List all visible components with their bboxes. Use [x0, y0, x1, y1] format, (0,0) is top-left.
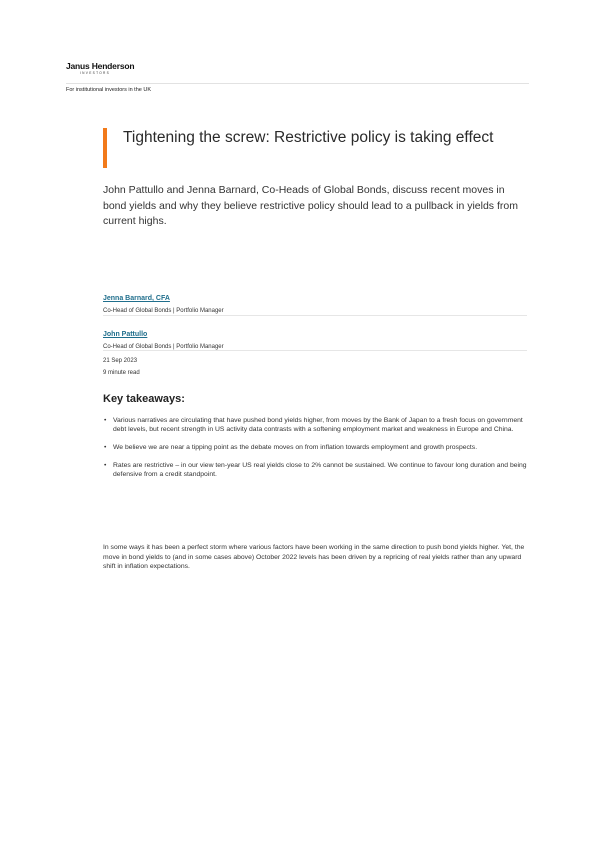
author-name-link[interactable]: Jenna Barnard, CFA [103, 295, 170, 302]
author-block [103, 323, 527, 350]
body-paragraph: In some ways it has been a perfect storm where various factors have been working in the same direction to push bond yields higher. Yet, the move in bond yields to (and in some cases above) October 2022 levels has been driven by a repricing of real yields rather than any upward shift in inflation expectations. [103, 544, 525, 570]
article-title: Tightening the screw: Restrictive policy is taking effect [123, 129, 494, 146]
title-accent-bar [103, 128, 107, 168]
key-takeaway-text: Various narratives are circulating that have pushed bond yields higher, from moves by the Bank of Japan to a fresh focus on government debt levels, but recent strength in US activity data contrasts with a softening employment market and weakness in Europe and China. [113, 417, 523, 433]
author-block [103, 287, 527, 314]
key-takeaway-text: Rates are restrictive – in our view ten-year US real yields close to 2% cannot be sustained. We continue to favour long duration and being defensive from a credit standpoint. [113, 462, 527, 478]
article-standfirst: John Pattullo and Jenna Barnard, Co-Heads of Global Bonds, discuss recent moves in bond yields and why they believe restrictive policy should lead to a pullback in yields from current highs. [103, 184, 518, 227]
header-divider [66, 83, 529, 84]
bullet-icon: • [104, 462, 107, 469]
publish-date: 21 Sep 2023 [103, 358, 138, 364]
author-role: Co-Head of Global Bonds | Portfolio Manager [103, 344, 224, 350]
bullet-icon: • [104, 444, 107, 451]
key-takeaway-item [103, 416, 527, 434]
author-divider [103, 315, 527, 316]
audience-note: For institutional investors in the UK [66, 87, 151, 93]
author-name-link[interactable]: John Pattullo [103, 331, 148, 338]
author-divider [103, 350, 527, 351]
logo-subline: INVESTORS [80, 71, 111, 75]
author-role: Co-Head of Global Bonds | Portfolio Manager [103, 308, 224, 314]
key-takeaways-heading: Key takeaways: [103, 393, 185, 405]
key-takeaway-text: We believe we are near a tipping point as the debate moves on from inflation towards employment and growth prospects. [113, 444, 478, 451]
key-takeaway-item [103, 461, 527, 479]
key-takeaway-item [103, 443, 527, 452]
read-time: 9 minute read [103, 370, 140, 376]
logo-wordmark: Janus Henderson [66, 61, 135, 71]
janus-henderson-logo[interactable] [66, 62, 134, 75]
key-takeaways-list [103, 416, 527, 479]
bullet-icon: • [104, 417, 107, 424]
